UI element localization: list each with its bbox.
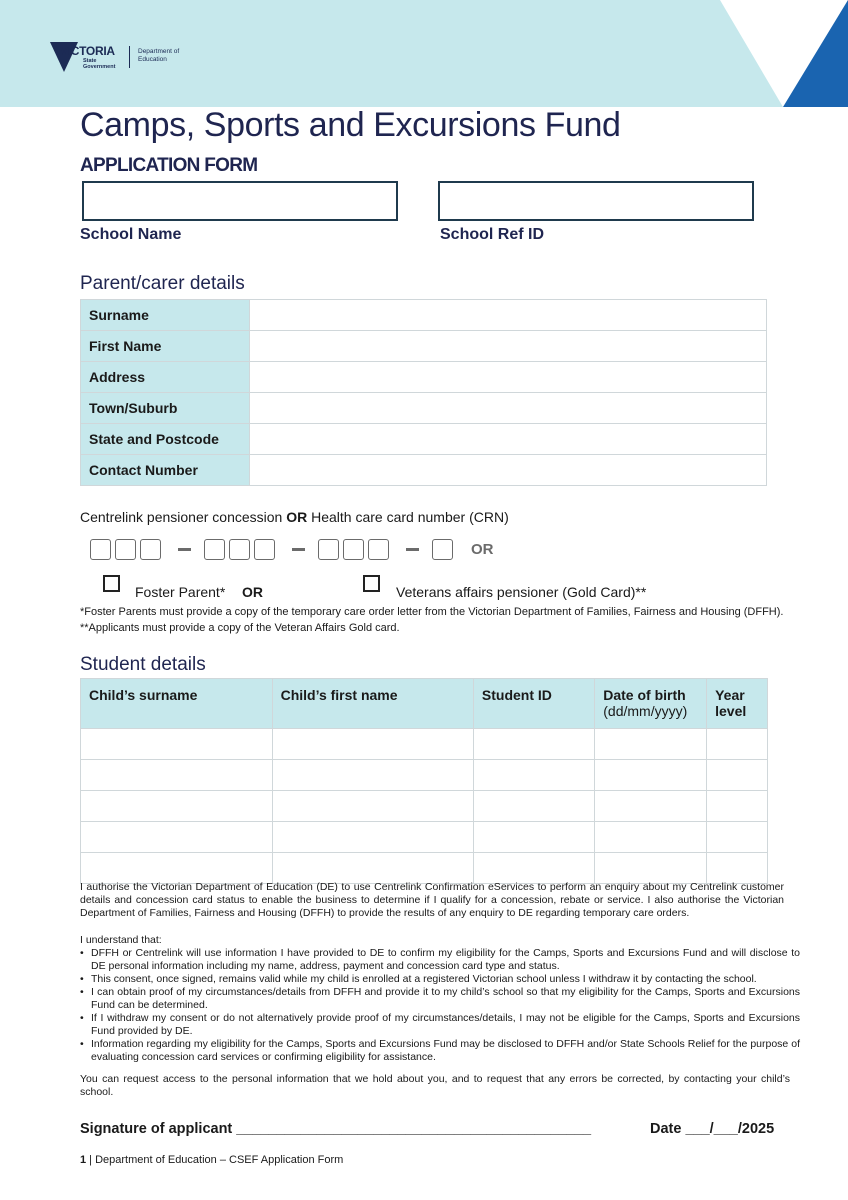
crn-digit-box[interactable] <box>318 539 339 560</box>
student-cell[interactable] <box>81 791 273 822</box>
student-cell[interactable] <box>707 791 768 822</box>
logo-department-text: Department of Education <box>138 48 180 63</box>
crn-digit-box[interactable] <box>368 539 389 560</box>
col-student-id: Student ID <box>473 679 594 729</box>
victoria-logo <box>50 40 200 74</box>
student-cell[interactable] <box>595 853 707 884</box>
parent-details-table <box>80 299 767 486</box>
student-cell[interactable] <box>707 760 768 791</box>
table-row <box>81 331 767 362</box>
student-cell[interactable] <box>272 791 473 822</box>
contact-number-field[interactable] <box>250 455 767 486</box>
table-row <box>81 300 767 331</box>
crn-digit-box[interactable] <box>140 539 161 560</box>
authorisation-text: I authorise the Victorian Department of Education (DE) to use Centrelink Confirmation eServices to perform an enquiry about my Centrelink customer details and concession card status to enable the business to determine if I qualify for a concession, rebate or service. I also authorise the Victorian Department of Families, Fairness and Housing (DFFH) to provide the results of any enquiry to DE regarding temporary care orders. <box>80 881 784 919</box>
student-cell[interactable] <box>81 853 273 884</box>
options-or-label: OR <box>242 584 263 600</box>
address-label: Address <box>81 362 250 393</box>
foster-parent-label: Foster Parent* <box>135 584 226 600</box>
student-cell[interactable] <box>707 822 768 853</box>
table-row <box>81 362 767 393</box>
table-row <box>81 424 767 455</box>
student-details-table <box>80 678 768 884</box>
col-childs-first-name: Child’s first name <box>272 679 473 729</box>
veterans-label: Veterans affairs pensioner (Gold Card)** <box>396 584 647 600</box>
logo-state-government-text: State Government <box>83 58 116 70</box>
crn-or-text: OR <box>471 540 494 558</box>
address-field[interactable] <box>250 362 767 393</box>
surname-label: Surname <box>81 300 250 331</box>
list-item: • I can obtain proof of my circumstances/details from DFFH and provide it to my child’s school so that my eligibility for the Camps, Sports and Excursions Fund can be determined. <box>80 986 800 1012</box>
col-year-level: Year level <box>707 679 768 729</box>
crn-digit-box[interactable] <box>204 539 225 560</box>
student-cell[interactable] <box>595 791 707 822</box>
student-cell[interactable] <box>595 760 707 791</box>
student-cell[interactable] <box>81 822 273 853</box>
crn-label-or: OR <box>286 509 308 525</box>
parent-details-heading: Parent/carer details <box>80 273 245 294</box>
table-row <box>81 791 768 822</box>
dob-label: Date of birth <box>603 687 686 703</box>
understand-list <box>80 947 800 1064</box>
student-cell[interactable] <box>473 760 594 791</box>
student-cell[interactable] <box>272 729 473 760</box>
page-number: 1 <box>80 1154 87 1166</box>
crn-dash <box>292 548 305 551</box>
footer-text: | Department of Education – CSEF Application Form <box>86 1154 344 1166</box>
list-item: • If I withdraw my consent or do not alternatively provide proof of my circumstances/details, I may not be eligible for the Camps, Sports and Excursions Fund provided by DE. <box>80 1012 800 1038</box>
surname-field[interactable] <box>250 300 767 331</box>
col-date-of-birth <box>595 679 707 729</box>
dob-format: (dd/mm/yyyy) <box>603 703 688 719</box>
table-row <box>81 760 768 791</box>
student-cell[interactable] <box>272 760 473 791</box>
crn-digit-box[interactable] <box>432 539 453 560</box>
town-suburb-field[interactable] <box>250 393 767 424</box>
student-cell[interactable] <box>473 791 594 822</box>
crn-digit-box[interactable] <box>90 539 111 560</box>
student-details-heading: Student details <box>80 654 206 675</box>
crn-digit-box[interactable] <box>115 539 136 560</box>
table-row <box>81 729 768 760</box>
crn-digit-box[interactable] <box>254 539 275 560</box>
understand-intro: I understand that: <box>80 934 162 946</box>
crn-boxes <box>90 537 494 561</box>
crn-label <box>80 509 509 525</box>
logo-victoria-text: VICTORIA <box>60 44 115 58</box>
school-ref-id-label: School Ref ID <box>440 226 545 243</box>
col-childs-surname: Child’s surname <box>81 679 273 729</box>
student-cell[interactable] <box>595 729 707 760</box>
table-row <box>81 853 768 884</box>
signature-line[interactable]: Signature of applicant ____________________________________________ <box>80 1121 592 1137</box>
page-title: Camps, Sports and Excursions Fund <box>80 106 621 144</box>
student-cell[interactable] <box>81 729 273 760</box>
table-row <box>81 455 767 486</box>
list-item: • DFFH or Centrelink will use information I have provided to DE to confirm my eligibility for the Camps, Sports and Excursions Fund and will disclose to DE personal information including my name, address, payment and concession card type and status. <box>80 947 800 973</box>
page-subtitle: APPLICATION FORM <box>80 155 258 176</box>
contact-number-label: Contact Number <box>81 455 250 486</box>
student-cell[interactable] <box>272 853 473 884</box>
student-cell[interactable] <box>707 853 768 884</box>
student-cell[interactable] <box>272 822 473 853</box>
student-cell[interactable] <box>707 729 768 760</box>
first-name-field[interactable] <box>250 331 767 362</box>
student-cell[interactable] <box>81 760 273 791</box>
first-name-label: First Name <box>81 331 250 362</box>
crn-label-prefix: Centrelink pensioner concession <box>80 509 287 525</box>
table-row <box>81 393 767 424</box>
state-postcode-field[interactable] <box>250 424 767 455</box>
list-item: • This consent, once signed, remains valid while my child is enrolled at a registered Victorian school unless I withdraw it by contacting the school. <box>80 973 800 986</box>
list-item: • Information regarding my eligibility for the Camps, Sports and Excursions Fund may be disclosed to DFFH and/or State Schools Relief for the purpose of evaluating concession card services or confirming eligibility for assistance. <box>80 1038 800 1064</box>
logo-divider <box>129 46 130 68</box>
student-cell[interactable] <box>595 822 707 853</box>
veterans-checkbox[interactable] <box>363 575 380 592</box>
student-cell[interactable] <box>473 729 594 760</box>
state-postcode-label: State and Postcode <box>81 424 250 455</box>
date-line[interactable]: Date ___/___/2025 <box>650 1121 775 1137</box>
foster-note: *Foster Parents must provide a copy of the temporary care order letter from the Victorian Department of Families, Fairness and Housing (DFFH). <box>80 606 784 618</box>
crn-dash <box>178 548 191 551</box>
crn-label-suffix: Health care card number (CRN) <box>307 509 509 525</box>
student-cell[interactable] <box>473 853 594 884</box>
crn-digit-box[interactable] <box>229 539 250 560</box>
student-cell[interactable] <box>473 822 594 853</box>
table-row <box>81 822 768 853</box>
access-note: You can request access to the personal information that we hold about you, and to request that any errors be corrected, by contacting your child’s school. <box>80 1073 790 1098</box>
foster-parent-checkbox[interactable] <box>103 575 120 592</box>
school-name-input[interactable] <box>82 181 398 221</box>
school-ref-id-input[interactable] <box>438 181 754 221</box>
crn-dash <box>406 548 419 551</box>
town-suburb-label: Town/Suburb <box>81 393 250 424</box>
gold-card-note: **Applicants must provide a copy of the Veteran Affairs Gold card. <box>80 622 400 634</box>
school-name-label: School Name <box>80 226 182 243</box>
table-header-row <box>81 679 768 729</box>
crn-digit-box[interactable] <box>343 539 364 560</box>
page-footer <box>80 1154 343 1166</box>
